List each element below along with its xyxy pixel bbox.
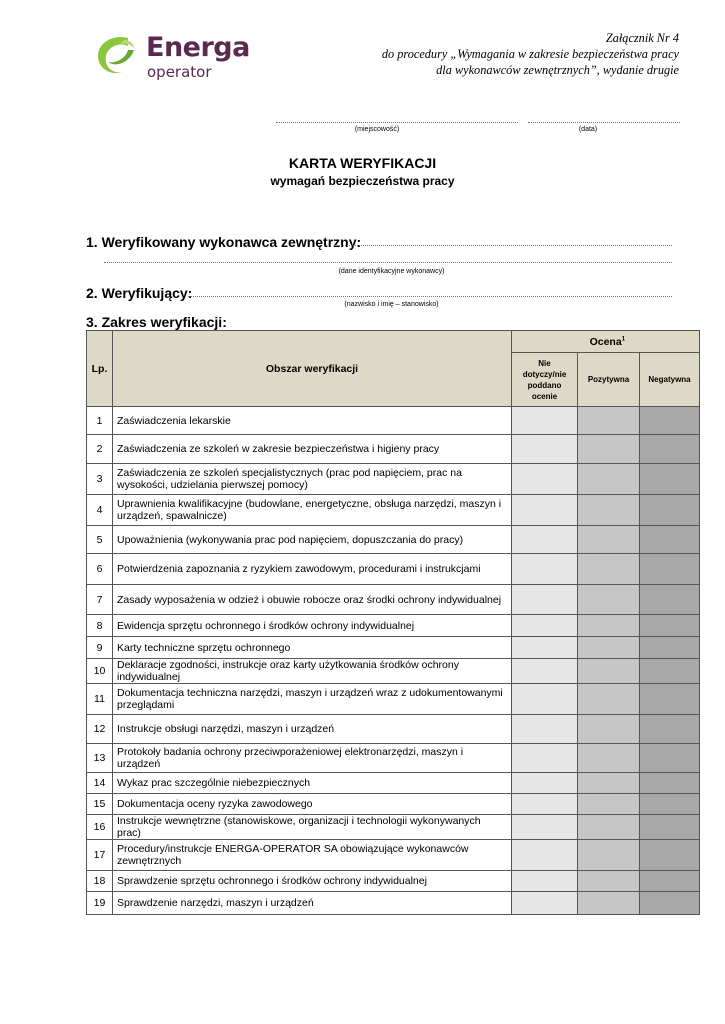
row-number: 15 <box>87 794 113 815</box>
energa-swirl-icon <box>94 32 138 78</box>
rating-positive-cell[interactable] <box>578 585 640 615</box>
col-rating-header <box>512 331 700 353</box>
date-field[interactable] <box>528 122 680 123</box>
table-row <box>87 871 700 892</box>
row-area-text: Procedury/instrukcje ENERGA-OPERATOR SA obowiązujące wykonawców zewnętrznych <box>113 840 512 871</box>
attachment-header <box>382 30 679 78</box>
rating-negative-cell[interactable] <box>640 637 700 659</box>
table-row <box>87 892 700 915</box>
rating-negative-cell[interactable] <box>640 794 700 815</box>
row-area-text: Dokumentacja techniczna narzędzi, maszyn i urządzeń wraz z udokumentowanymi przeglądami <box>113 684 512 715</box>
rating-negative-cell[interactable] <box>640 684 700 715</box>
row-number: 12 <box>87 715 113 744</box>
rating-negative-cell[interactable] <box>640 495 700 526</box>
row-number: 9 <box>87 637 113 659</box>
row-number: 3 <box>87 464 113 495</box>
row-area-text: Sprawdzenie narzędzi, maszyn i urządzeń <box>113 892 512 915</box>
table-row <box>87 659 700 684</box>
rating-positive-cell[interactable] <box>578 659 640 684</box>
rating-positive-cell[interactable] <box>578 815 640 840</box>
row-area-text: Instrukcje wewnętrzne (stanowiskowe, organizacji i technologii wykonywanych prac) <box>113 815 512 840</box>
table-row <box>87 684 700 715</box>
rating-negative-cell[interactable] <box>640 585 700 615</box>
row-area-text: Deklaracje zgodności, instrukcje oraz karty użytkowania środków ochrony indywidualnej <box>113 659 512 684</box>
row-area-text: Zaświadczenia ze szkoleń w zakresie bezpieczeństwa i higieny pracy <box>113 435 512 464</box>
col-na-header: Nie dotyczy/nie poddano ocenie <box>512 353 578 407</box>
rating-na-cell[interactable] <box>512 871 578 892</box>
rating-na-cell[interactable] <box>512 526 578 554</box>
row-area-text: Zasady wyposażenia w odzież i obuwie robocze oraz środki ochrony indywidualnej <box>113 585 512 615</box>
table-row <box>87 815 700 840</box>
rating-negative-cell[interactable] <box>640 715 700 744</box>
rating-na-cell[interactable] <box>512 892 578 915</box>
rating-na-cell[interactable] <box>512 637 578 659</box>
table-row <box>87 715 700 744</box>
row-number: 17 <box>87 840 113 871</box>
row-number: 4 <box>87 495 113 526</box>
rating-negative-cell[interactable] <box>640 871 700 892</box>
rating-na-cell[interactable] <box>512 659 578 684</box>
rating-positive-cell[interactable] <box>578 464 640 495</box>
rating-na-cell[interactable] <box>512 684 578 715</box>
rating-na-cell[interactable] <box>512 815 578 840</box>
rating-positive-cell[interactable] <box>578 637 640 659</box>
rating-na-cell[interactable] <box>512 554 578 585</box>
rating-negative-cell[interactable] <box>640 407 700 435</box>
table-row <box>87 407 700 435</box>
row-area-text: Instrukcje obsługi narzędzi, maszyn i urządzeń <box>113 715 512 744</box>
row-number: 14 <box>87 773 113 794</box>
col-area-header: Obszar weryfikacji <box>113 331 512 407</box>
table-row <box>87 526 700 554</box>
rating-positive-cell[interactable] <box>578 615 640 637</box>
rating-na-cell[interactable] <box>512 495 578 526</box>
page-subtitle: wymagań bezpieczeństwa pracy <box>270 174 455 188</box>
row-area-text: Protokoły badania ochrony przeciwporażeniowej elektronarzędzi, maszyn i urządzeń <box>113 744 512 773</box>
rating-negative-cell[interactable] <box>640 435 700 464</box>
rating-na-cell[interactable] <box>512 840 578 871</box>
rating-na-cell[interactable] <box>512 773 578 794</box>
row-number: 6 <box>87 554 113 585</box>
energa-logo <box>94 30 254 86</box>
row-area-text: Dokumentacja oceny ryzyka zawodowego <box>113 794 512 815</box>
page-title: KARTA WERYFIKACJI <box>288 155 437 171</box>
rating-positive-cell[interactable] <box>578 794 640 815</box>
procedure-line-2: dla wykonawców zewnętrznych”, wydanie drugie <box>436 63 679 77</box>
rating-negative-cell[interactable] <box>640 892 700 915</box>
rating-label: Ocena <box>589 335 622 348</box>
rating-negative-cell[interactable] <box>640 773 700 794</box>
rating-negative-cell[interactable] <box>640 615 700 637</box>
section-2-caption: (nazwisko i imię – stanowisko) <box>344 301 439 308</box>
rating-positive-cell[interactable] <box>578 407 640 435</box>
rating-negative-cell[interactable] <box>640 815 700 840</box>
row-area-text: Ewidencja sprzętu ochronnego i środków ochrony indywidualnej <box>113 615 512 637</box>
table-row <box>87 585 700 615</box>
rating-positive-cell[interactable] <box>578 495 640 526</box>
contractor-field-2[interactable] <box>104 262 672 263</box>
rating-negative-cell[interactable] <box>640 464 700 495</box>
rating-positive-cell[interactable] <box>578 684 640 715</box>
row-area-text: Uprawnienia kwalifikacyjne (budowlane, energetyczne, obsługa narzędzi, maszyn i urządzeń, spawalnicze) <box>113 495 512 526</box>
row-number: 8 <box>87 615 113 637</box>
col-pos-header: Pozytywna <box>578 353 640 407</box>
row-number: 2 <box>87 435 113 464</box>
table-row <box>87 435 700 464</box>
rating-positive-cell[interactable] <box>578 554 640 585</box>
rating-na-cell[interactable] <box>512 615 578 637</box>
row-area-text: Karty techniczne sprzętu ochronnego <box>113 637 512 659</box>
section-1-label: 1. Weryfikowany wykonawca zewnętrzny: <box>86 234 362 250</box>
rating-negative-cell[interactable] <box>640 659 700 684</box>
row-area-text: Zaświadczenia ze szkoleń specjalistycznych (prac pod napięciem, prac na wysokości, udzielania pierwszej pomocy) <box>113 464 512 495</box>
row-area-text: Sprawdzenie sprzętu ochronnego i środków ochrony indywidualnej <box>113 871 512 892</box>
logo-wordmark: Energa <box>146 32 250 63</box>
date-caption: (data) <box>578 126 598 133</box>
row-number: 19 <box>87 892 113 915</box>
rating-positive-cell[interactable] <box>578 715 640 744</box>
rating-positive-cell[interactable] <box>578 744 640 773</box>
table-row <box>87 615 700 637</box>
row-area-text: Wykaz prac szczególnie niebezpiecznych <box>113 773 512 794</box>
rating-negative-cell[interactable] <box>640 840 700 871</box>
row-number: 16 <box>87 815 113 840</box>
col-neg-header: Negatywna <box>640 353 700 407</box>
place-field[interactable] <box>276 122 518 123</box>
table-row <box>87 554 700 585</box>
rating-negative-cell[interactable] <box>640 554 700 585</box>
rating-footnote: 1 <box>621 336 626 342</box>
logo-subtitle: operator <box>147 63 212 81</box>
col-lp-header: Lp. <box>87 331 113 407</box>
row-number: 7 <box>87 585 113 615</box>
section-2-label: 2. Weryfikujący: <box>86 285 193 301</box>
rating-na-cell[interactable] <box>512 794 578 815</box>
procedure-line: do procedury „Wymagania w zakresie bezpieczeństwa pracy <box>381 47 679 61</box>
rating-na-cell[interactable] <box>512 435 578 464</box>
row-number: 10 <box>87 659 113 684</box>
row-number: 13 <box>87 744 113 773</box>
row-number: 11 <box>87 684 113 715</box>
verification-table <box>86 330 700 915</box>
table-row <box>87 495 700 526</box>
table-row <box>87 637 700 659</box>
place-caption: (miejscowość) <box>354 126 400 133</box>
rating-positive-cell[interactable] <box>578 435 640 464</box>
section-3-label: 3. Zakres weryfikacji: <box>86 314 227 330</box>
rating-na-cell[interactable] <box>512 464 578 495</box>
row-number: 5 <box>87 526 113 554</box>
rating-positive-cell[interactable] <box>578 840 640 871</box>
section-1-caption: (dane identyfikacyjne wykonawcy) <box>338 268 445 275</box>
row-area-text: Zaświadczenia lekarskie <box>113 407 512 435</box>
table-row <box>87 464 700 495</box>
verifier-field[interactable] <box>188 296 672 297</box>
rating-positive-cell[interactable] <box>578 892 640 915</box>
rating-positive-cell[interactable] <box>578 773 640 794</box>
rating-na-cell[interactable] <box>512 715 578 744</box>
contractor-field[interactable] <box>334 245 672 246</box>
row-number: 18 <box>87 871 113 892</box>
rating-na-cell[interactable] <box>512 407 578 435</box>
rating-na-cell[interactable] <box>512 744 578 773</box>
row-area-text: Upoważnienia (wykonywania prac pod napięciem, dopuszczania do pracy) <box>113 526 512 554</box>
row-area-text: Potwierdzenia zapoznania z ryzykiem zawodowym, procedurami i instrukcjami <box>113 554 512 585</box>
table-row <box>87 840 700 871</box>
row-number: 1 <box>87 407 113 435</box>
rating-negative-cell[interactable] <box>640 744 700 773</box>
attachment-number: Załącznik Nr 4 <box>605 31 679 45</box>
rating-positive-cell[interactable] <box>578 526 640 554</box>
table-row <box>87 744 700 773</box>
rating-negative-cell[interactable] <box>640 526 700 554</box>
table-row <box>87 773 700 794</box>
table-row <box>87 794 700 815</box>
rating-na-cell[interactable] <box>512 585 578 615</box>
rating-positive-cell[interactable] <box>578 871 640 892</box>
